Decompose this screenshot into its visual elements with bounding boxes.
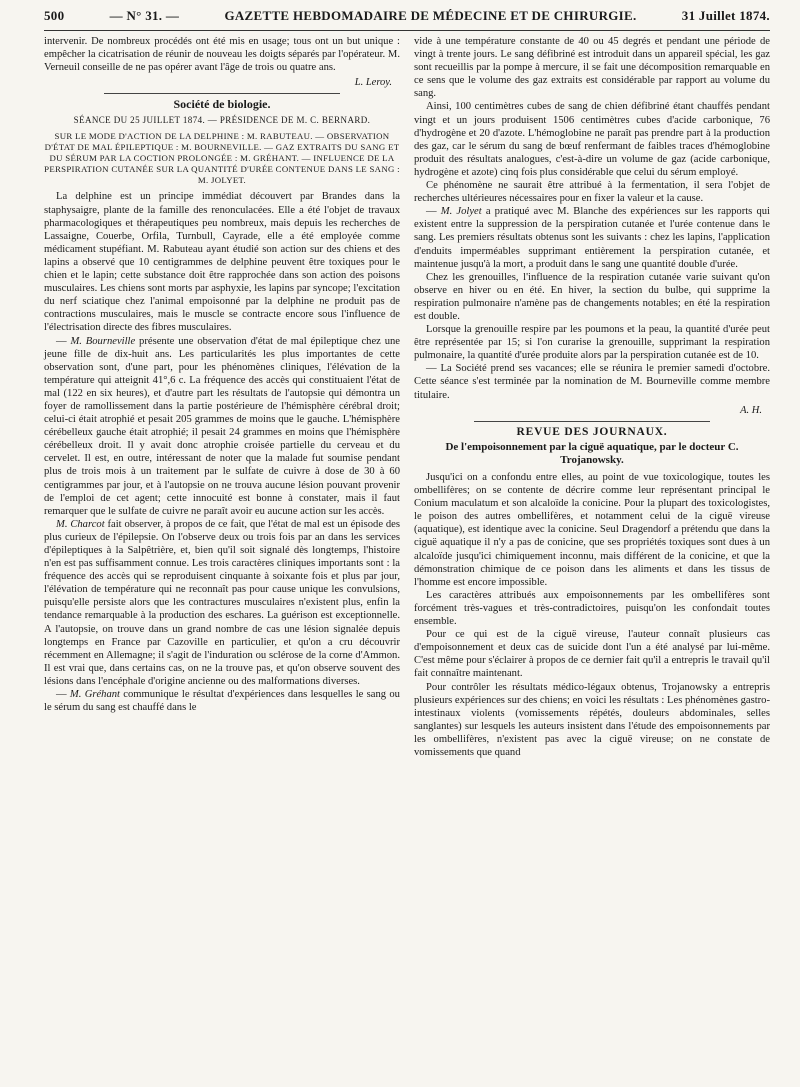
session-summary: SUR LE MODE D'ACTION DE LA DELPHINE : M. RABUTEAU. — OBSERVATION D'ÉTAT DE MAL ÉPILEPTIQUE : M. BOURNEVILLE. — GAZ EXTRAITS DU SANG ET DU SÉRUM PAR LA COCTION PROLONGÉE : M. GRÉHANT. — INFLUENCE DE LA PERSPIRATION CUTANÉE SUR LA QUANTITÉ D'URÉE CONTENUE DANS LE SANG : M. JOLYET.	[44, 131, 400, 186]
paragraph-charcot-text: fait observer, à propos de ce fait, que l'état de mal est un épisode des plus curieux de l'épilepsie. On l'observe deux ou trois fois par an dans les services d'épileptiques à la Salpêtrière, et, bien qu'il soit signalé dès longtemps, l'histoire n'en est pas suffisamment connue. Les trois caractères cliniques importants sont : la fréquence des accès qui se reproduisent cinquante à soixante fois et plus par jour, l'élévation de température qui ne reconnaît pas pour cause unique les convulsions, puisqu'elle persiste alors que les contractures musculaires n'existent plus, enfin la tendance remarquable à la production des eschares. La guérison est exceptionnelle. A l'autopsie, on trouve dans un grand nombre de cas une lésion signalée depuis longtemps en France par Cazoville en particulier, et qu'on a cru découvrir récemment en Allemagne; il s'agit de l'induration ou sclérose de la corne d'Ammon. Il est vrai que, dans certains cas, on ne la trouve pas, et qu'on observe souvent des lésions dans l'encéphale d'origine ancienne ou des malformations diverses.	[44, 518, 401, 687]
right-column	[414, 35, 770, 759]
section-heading-society: Société de biologie.	[173, 97, 271, 112]
paragraph-grehant: — M. Gréhant communique le résultat d'expériences dans lesquelles le sang ou le sérum du sang est chauffé dans le	[44, 689, 400, 714]
paragraph-grenouilles: Chez les grenouilles, l'influence de la respiration cutanée varie suivant qu'on observe en hiver ou en été. En hiver, la section du bulbe, qui supprime la respiration pulmonaire n'amène pas de changements notables; en été la respiration est double.	[414, 271, 770, 322]
paragraph-continued: vide à une température constante de 40 ou 45 degrés et pendant une période de vingt à trente jours. Le sang défibriné est introduit dans un appareil spécial, les gaz sont recueillis par la pompe à mercure, il se fait une décomposition remarquable en ce sens que le volume des gaz extraits est considérable par rapport au volume du sang.	[414, 36, 770, 100]
two-column-body	[44, 35, 770, 759]
paragraph-article-3: Pour ce qui est de la ciguë vireuse, l'auteur connaît plusieurs cas d'empoisonnement et deux cas de suicide dont l'un a été analysé par lui-même. C'est même pour s'éclairer à propos de ce dernier fait qu'il a entrepris le travail qu'il fait connaître maintenant.	[414, 629, 770, 680]
author-bourneville: M. Bourneville	[70, 335, 136, 347]
paragraph-delphine: La delphine est un principe immédiat découvert par Brandes dans la staphysaigre, plante de la famille des renonculacées. Elle a été l'objet de travaux pharmacologiques et thérapeutiques peu nombreux, mais depuis les recherches de Lassaigne, Couerbe, Orfila, Turnbull, Cayrade, elle a été employée comme médicament stupéfiant. M. Rabuteau ayant étudié son action sur des chiens et des lapins a observé que 10 centigrammes de delphine peuvent être toxiques pour le chien et le lapin; cette substance doit être rapprochée dans son action des poisons musculaires. Les chiens sont morts par asphyxie, les lapins par syncope; l'excitation du nerf sciatique chez l'animal empoisonné par la delphine ne produit pas de contractions musculaires, mais le muscle se contracte encore sous l'influence de l'électrisation directe des fibres musculaires.	[44, 191, 400, 334]
paragraph-bourneville: — M. Bourneville présente une observation d'état de mal épileptique chez une jeune fille de dix-huit ans. Les particularités les plus importantes de cette observation sont, d'une part, pour les phénomènes cliniques, l'élévation de la température qui atteignit 41°,6 c. La fréquence des accès qui constituaient l'état de mal (122 en six heures), et d'autre part les résultats de l'autopsie qui démontra un foyer de ramollissement dans la partie postérieure de l'hémisphère cérébral droit; celui-ci était atrophié et pesait 205 grammes de moins que le gauche. L'hémisphère cérébelleux gauche était atrophié; il pesait 24 grammes en moins que l'hémisphère cérébelleux droit. Il y avait donc atrophie croisée partielle du cerveau et du cervelet. Il est, en outre, intéressant de noter que la malade fut soumise pendant plus de trois mois à un traitement par le sulfate de cuivre à dose de 30 à 60 centigrammes par jour, et à l'autopsie on ne trouva aucune lésion pouvant provenir de l'emploi de cet agent; cette innocuité est bonne à constater, mais il faut remarquer que le sulfate de cuivre ne paraît avoir eu aucune action sur les accès.	[44, 335, 401, 517]
running-header	[44, 8, 770, 31]
paragraph-charcot	[44, 518, 400, 688]
paragraph-grehant-text: communique le résultat d'expériences dans lesquelles le sang ou le sérum du sang est chauffé dans le	[44, 689, 400, 714]
section-heading-revue: REVUE DES JOURNAUX.	[516, 425, 668, 438]
paragraph-societe: — La Société prend ses vacances; elle se réunira le premier samedi d'octobre. Cette séance s'est terminée par la nomination de M. Bourneville comme membre titulaire.	[414, 363, 770, 401]
paragraph-article-4: Pour contrôler les résultats médico-légaux obtenus, Trojanowsky a entrepris plusieurs expériences sur des chiens; en voici les résultats : Les phénomènes gastro-intestinaux violents (vomissements répétés, douleurs abdominales, selles sanglantes) sur lesquels les auteurs insistent dans l'étude des empoisonnements par les ombellifères, n'existent pas avec la ciguë vireuse; on ne constate de vomissements que quand	[414, 681, 770, 758]
paragraph-lorsque: Lorsque la grenouille respire par les poumons et la peau, la quantité d'urée peut être représentée par 15; si l'on curarise la grenouille, supprimant la respiration pulmonaire, la quantité d'urée produite alors par la perspiration cutanée est de 10.	[414, 324, 770, 362]
signature-leroy: L. Leroy.	[354, 77, 392, 89]
issue-date: 31 Juillet 1874.	[681, 8, 770, 23]
paragraph-jolyet: — M. Jolyet a pratiqué avec M. Blanche des expériences sur les rapports qui existent entre la suppression de la perspiration cutanée et l'urée contenue dans le sang. Les premiers résultats obtenus sont les suivants : chez les lapins, l'application d'enduits imperméables supprimant entièrement la perspiration cutanée, et maintenue jusqu'à la mort, a produit dans le sang une quantité double d'urée.	[414, 206, 770, 270]
issue-number: — N° 31. —	[109, 8, 180, 23]
left-column	[44, 35, 400, 759]
paragraph-ainsi: Ainsi, 100 centimètres cubes de sang de chien défibriné étant chauffés pendant vingt et un jours produisent 1506 centimètres cubes d'acide carbonique, 76 d'hydrogène et 20 d'azote. L'hémoglobine ne paraît pas prendre part à la production des gaz, car le sérum du sang de bœuf renfermant de faibles traces d'hémoglobine produit des résultats analogues, c'est-à-dire un volume de gaz (acide carbonique, hydrogène et azote) cinq fois plus considérable que celui du sérum employé.	[414, 101, 770, 178]
page-number: 500	[44, 8, 65, 23]
author-grehant: M. Gréhant	[69, 689, 120, 701]
paragraph-article-1: Jusqu'ici on a confondu entre elles, au point de vue toxicologique, toutes les ombellifères; on se contente de décrire comme leur représentant principal le Conium maculatum et son alcaloïde la conicine. Pour la plupart des toxicologistes, le poison des autres ombellifères, et notamment celui de la ciguë vireuse (aquatique), est identique avec la conicine. Seul Dragendorf a prétendu que dans la ciguë aquatique il n'y a pas de conicine, que ses propriétés toxiques sont dues à un alcaloïde jusqu'ici chimiquement inconnu, mais différent de la conicine, et que la démonstration chimique de ce poison dans les aliments et dans les tissus de l'homme est encore impossible.	[414, 472, 770, 588]
paragraph-bourneville-text: présente une observation d'état de mal épileptique chez une jeune fille de dix-huit ans. Les particularités les plus importantes de cette observation sont, d'une part, pour les phénomènes cliniques, l'élévation de la température qui atteignit 41°,6 c. La fréquence des accès qui constituaient l'état de mal (122 en six heures), et d'autre part les résultats de l'autopsie qui démontra un foyer de ramollissement dans la partie postérieure de l'hémisphère cérébral droit; celui-ci était atrophié et pesait 205 grammes de moins que le gauche. L'hémisphère cérébelleux gauche était atrophié; il pesait 24 grammes en moins que l'hémisphère cérébelleux droit. Il y avait donc atrophie croisée partielle du cerveau et du cervelet. Il est, en outre, intéressant de noter que la malade fut soumise pendant plus de trois mois à un traitement par le sulfate de cuivre à dose de 30 à 60 centigrammes par jour, et à l'autopsie on ne trouva aucune lésion pouvant provenir de l'emploi de cet agent; cette innocuité est bonne à constater, mais il faut remarquer que le sulfate de cuivre ne paraît avoir eu aucune action sur les accès.	[44, 335, 401, 517]
author-charcot: M. Charcot	[56, 518, 105, 530]
paragraph-jolyet-text: a pratiqué avec M. Blanche des expériences sur les rapports qui existent entre la suppression de la perspiration cutanée et l'urée contenue dans le sang. Les premiers résultats obtenus sont les suivants : chez les lapins, l'application d'enduits imperméables supprimant entièrement la perspiration cutanée, et maintenue jusqu'à la mort, a produit dans le sang une quantité double d'urée.	[414, 206, 770, 270]
paragraph-intro: intervenir. De nombreux procédés ont été mis en usage; tous ont un but unique : empêcher la cicatrisation de réunir de nouveau les doigts séparés par l'opérateur. M. Verneuil conseille de ne pas opérer avant l'âge de trois ou quatre ans.	[44, 36, 400, 74]
session-line: SÉANCE DU 25 JUILLET 1874. — PRÉSIDENCE DE M. C. BERNARD.	[73, 115, 371, 126]
paragraph-phenomene: Ce phénomène ne saurait être attribué à la fermentation, il sera l'objet de recherches ultérieures nécessaires pour en fixer la valeur et la cause.	[414, 180, 770, 205]
journal-title: GAZETTE HEBDOMADAIRE DE MÉDECINE ET DE CHIRURGIE.	[224, 8, 637, 23]
author-jolyet: M. Jolyet	[440, 206, 482, 218]
paragraph-article-2: Les caractères attribués aux empoisonnements par les ombellifères sont forcément très-vagues et très-contradictoires, puisqu'on les confondait toutes ensemble.	[414, 589, 770, 628]
divider	[104, 93, 340, 94]
signature-ah: A. H.	[740, 404, 762, 416]
divider	[474, 421, 710, 422]
article-title: De l'empoisonnement par la ciguë aquatique, par le docteur C. Trojanowsky.	[445, 440, 739, 466]
